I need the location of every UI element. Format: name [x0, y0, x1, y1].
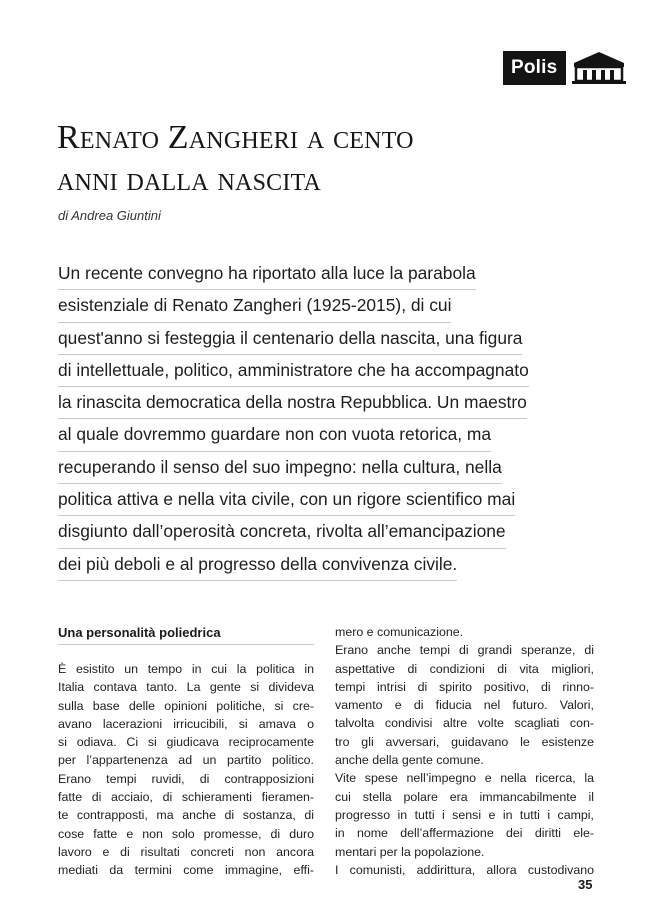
body-line: tro gli avversari, guidavano le esistenze [335, 734, 594, 749]
lead-line: esistenziale di Renato Zangheri (1925-2015), di cui [58, 290, 451, 322]
body-line: È esistito un tempo in cui la politica in [58, 662, 314, 676]
body-line: si odiava. Ci si giudicava reciprocamente [58, 735, 314, 750]
author-byline: di Andrea Giuntini [58, 208, 161, 223]
body-line: mediati da termini come immagine, effi- [58, 863, 314, 878]
lead-line: la rinascita democratica della nostra Repubblica. Un maestro [58, 387, 527, 419]
lead-line: politica attiva e nella vita civile, con un rigore scientifico mai [58, 484, 515, 516]
body-line: cui stella polare era immancabilmente il [335, 789, 594, 804]
body-line: Italia contava tanto. La gente si divideva [58, 680, 314, 695]
building-icon [570, 51, 628, 85]
body-line: in nome dell’affermazione dei diritti ele- [335, 826, 594, 841]
body-line: Vite spese nell’impegno e nella ricerca, la [335, 771, 594, 786]
body-line: tempi intrisi di spirito positivo, di rinno- [335, 679, 594, 694]
body-line: Erano anche tempi di grandi speranze, di [335, 643, 594, 658]
section-label: Polis [503, 51, 566, 85]
body-line: cose fatte e non solo promesse, di duro [58, 826, 314, 841]
body-line: aspettative di condizioni di vita migliori, [335, 661, 594, 676]
body-line: fatte di acciaio, di schieramenti fieramen- [58, 790, 314, 805]
lead-line: recuperando il senso del suo impegno: nella cultura, nella [58, 452, 502, 484]
page-number: 35 [578, 877, 593, 892]
lead-line: quest'anno si festeggia il centenario della nascita, una figura [58, 323, 522, 355]
lead-line: di intellettuale, politico, amministratore che ha accompagnato [58, 355, 529, 387]
body-line: per l’appartenenza ad un partito politico. [58, 753, 314, 768]
body-line: talvolta condivisi altre volte scagliati con- [335, 716, 594, 731]
lead-line: dei più deboli e al progresso della convivenza civile. [58, 549, 457, 581]
body-line: lavoro e di risultati concreti non ancora [58, 844, 314, 859]
title-line: Renato Zangheri a cento [57, 119, 414, 156]
article-title [57, 117, 617, 201]
body-line: avano lacerazioni irricucibili, si amava o [58, 716, 314, 731]
body-line: I comunisti, addirittura, allora custodivano [335, 862, 594, 877]
body-line: anche della gente comune. [335, 753, 484, 768]
section-badge [503, 51, 628, 85]
body-column-left [58, 660, 314, 880]
lead-line: disgiunto dall’operosità concreta, rivolta all’emancipazione [58, 516, 506, 548]
body-line: sulla base delle opinioni politiche, si cre- [58, 698, 314, 713]
body-column-right [335, 623, 594, 879]
lead-line: Un recente convegno ha riportato alla luce la parabola [58, 258, 476, 290]
body-line: te contrapposti, ma anche di sostanza, di [58, 808, 314, 823]
body-line: Erano tempi ruvidi, di contrapposizioni [58, 771, 314, 786]
body-line: mentari per la popolazione. [335, 844, 485, 859]
body-line: progresso in tutti i sensi e in tutti i campi, [335, 807, 594, 822]
section-subheading: Una personalità poliedrica [58, 623, 314, 645]
body-line: mero e comunicazione. [335, 625, 464, 639]
body-line: vamento e di fiducia nel futuro. Valori, [335, 698, 594, 713]
lead-paragraph [58, 258, 598, 581]
lead-line: al quale dovremmo guardare non con vuota retorica, ma [58, 419, 491, 451]
title-line: anni dalla nascita [57, 161, 321, 198]
